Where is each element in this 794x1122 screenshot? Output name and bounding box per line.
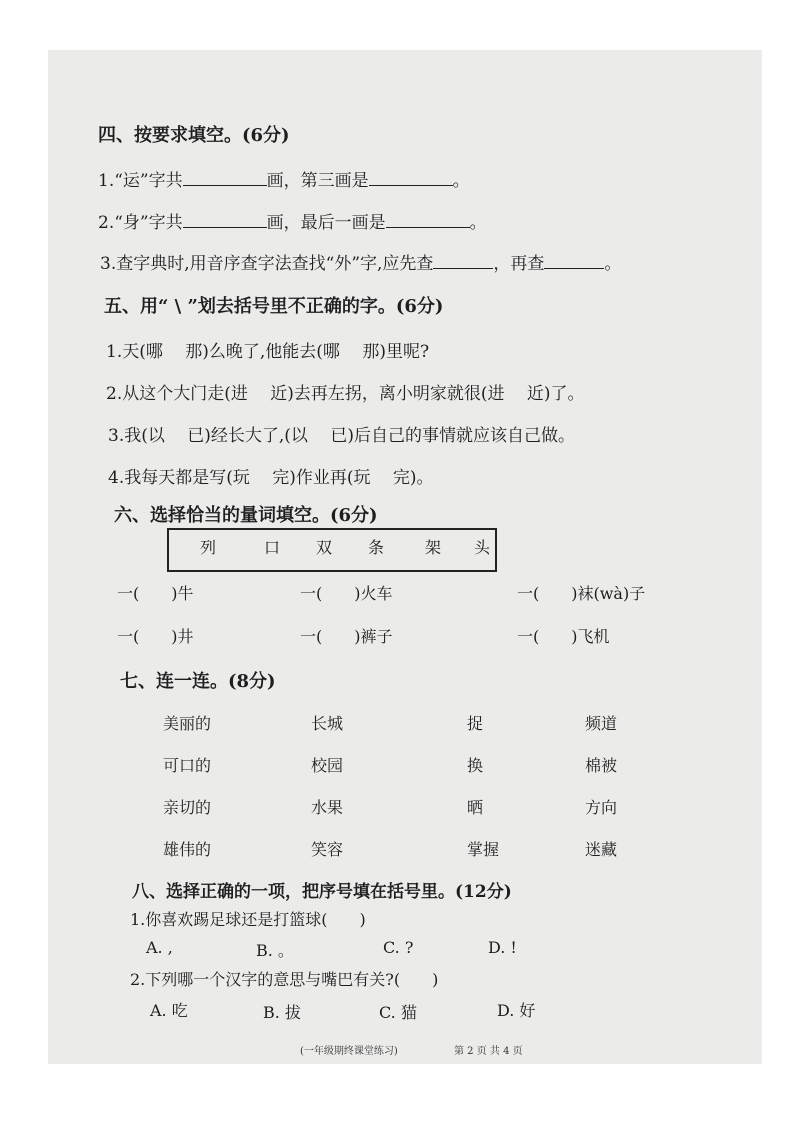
match-word[interactable]: 亲切的 xyxy=(163,798,212,817)
section-4-q2 xyxy=(98,208,487,233)
choice-option[interactable]: B. 拔 xyxy=(263,1003,301,1022)
section-5-title: 五、用“ \ ”划去括号里不正确的字。(6分) xyxy=(104,296,444,317)
match-word[interactable]: 棉被 xyxy=(585,756,618,775)
choice-option[interactable]: A. 吃 xyxy=(150,1001,188,1020)
choice-option[interactable]: B. 。 xyxy=(256,941,294,960)
choice-option[interactable]: A. , xyxy=(146,938,173,957)
match-word[interactable]: 雄伟的 xyxy=(163,840,212,859)
measure-item: 一( )袜(wà)子 xyxy=(517,584,646,603)
choice-option[interactable]: D. 好 xyxy=(497,1001,536,1020)
measure-item: 一( )裤子 xyxy=(300,627,393,646)
q2-text-c: 。 xyxy=(469,213,487,233)
match-word[interactable]: 迷藏 xyxy=(585,840,618,859)
answer-blank[interactable] xyxy=(369,171,453,186)
section-5-q2: 2.从这个大门走(进 近)去再左拐，离小明家就很(进 近)了。 xyxy=(106,384,585,404)
q3-text-a: 3.查字典时,用音序查字法查找“外”字,应先查 xyxy=(100,254,434,274)
page-number: 第 2 页 共 4 页 xyxy=(454,1046,523,1057)
q1-text-c: 。 xyxy=(452,171,470,191)
word-option: 条 xyxy=(368,538,385,557)
measure-item: 一( )飞机 xyxy=(517,627,610,646)
match-word[interactable]: 换 xyxy=(467,756,484,775)
match-word[interactable]: 美丽的 xyxy=(163,714,212,733)
match-word[interactable]: 频道 xyxy=(585,714,618,733)
match-word[interactable]: 可口的 xyxy=(163,756,212,775)
match-word[interactable]: 方向 xyxy=(585,798,618,817)
section-8-q2: 2.下列哪一个汉字的意思与嘴巴有关?( ) xyxy=(130,970,439,989)
section-4-q1 xyxy=(98,166,470,191)
section-7-title: 七、连一连。(8分) xyxy=(120,671,276,692)
answer-blank[interactable] xyxy=(433,254,493,269)
answer-blank[interactable] xyxy=(183,213,267,228)
match-word[interactable]: 长城 xyxy=(311,714,344,733)
section-4-q3 xyxy=(100,249,621,274)
choice-option[interactable]: D. ! xyxy=(488,938,517,957)
word-option: 双 xyxy=(316,538,333,557)
match-word[interactable]: 笑容 xyxy=(311,840,344,859)
answer-blank[interactable] xyxy=(386,213,470,228)
section-5-q3: 3.我(以 已)经长大了,(以 已)后自己的事情就应该自己做。 xyxy=(108,426,575,446)
section-8-q1: 1.你喜欢踢足球还是打篮球( ) xyxy=(130,910,366,929)
q3-text-b: ，再查 xyxy=(493,254,545,274)
choice-option[interactable]: C. ? xyxy=(383,938,414,957)
word-option: 列 xyxy=(200,538,217,557)
section-5-q1: 1.天(哪 那)么晚了,他能去(哪 那)里呢? xyxy=(106,342,430,362)
q1-text-a: 1.“运”字共 xyxy=(98,171,183,191)
footer-label: (一年级期终课堂练习) xyxy=(300,1046,398,1057)
word-option: 口 xyxy=(264,538,281,557)
answer-blank[interactable] xyxy=(183,171,267,186)
match-word[interactable]: 水果 xyxy=(311,798,344,817)
section-5-q4: 4.我每天都是写(玩 完)作业再(玩 完)。 xyxy=(108,468,434,488)
section-6-title: 六、选择恰当的量词填空。(6分) xyxy=(114,505,378,526)
choice-option[interactable]: C. 猫 xyxy=(379,1003,417,1022)
section-4-title: 四、按要求填空。(6分) xyxy=(98,125,290,146)
measure-item: 一( )火车 xyxy=(300,584,393,603)
section-8-title: 八、选择正确的一项，把序号填在括号里。(12分) xyxy=(132,882,512,902)
q3-text-c: 。 xyxy=(604,254,622,274)
q2-text-a: 2.“身”字共 xyxy=(98,213,183,233)
match-word[interactable]: 掌握 xyxy=(467,840,500,859)
measure-item: 一( )牛 xyxy=(117,584,194,603)
word-option: 头 xyxy=(474,538,491,557)
word-option: 架 xyxy=(425,538,442,557)
match-word[interactable]: 晒 xyxy=(467,798,484,817)
measure-item: 一( )井 xyxy=(117,627,194,646)
q2-text-b: 画，最后一画是 xyxy=(266,213,386,233)
answer-blank[interactable] xyxy=(544,254,604,269)
match-word[interactable]: 捉 xyxy=(467,714,484,733)
match-word[interactable]: 校园 xyxy=(311,756,344,775)
q1-text-b: 画，第三画是 xyxy=(266,171,369,191)
